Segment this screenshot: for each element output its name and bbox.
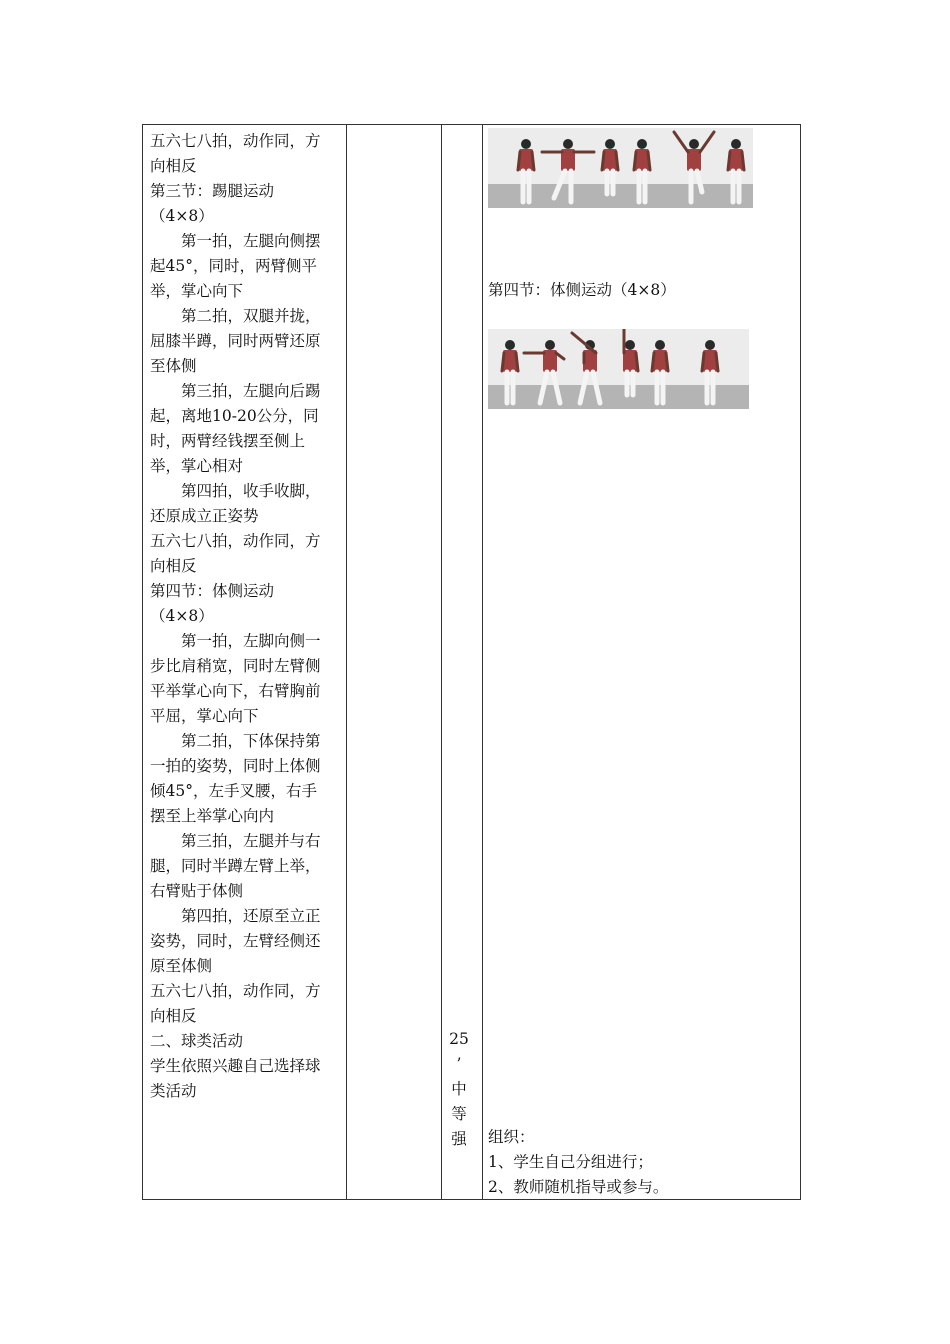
text-line: 向相反 — [150, 1007, 197, 1025]
text-line: 第四节：体侧运动 — [150, 582, 275, 600]
text-line: 步比肩稍宽，同时左臂侧 — [150, 657, 321, 675]
organization-notes — [488, 1125, 800, 1200]
exercise-description-column — [150, 129, 345, 1104]
text-line: 姿势，同时，左臂经侧还 — [150, 932, 321, 950]
text-line: 类活动 — [150, 1082, 197, 1100]
text-line: （4×8） — [150, 607, 214, 625]
time-intensity-line: 强 — [451, 1130, 467, 1148]
text-line: 第二拍，下体保持第 — [181, 732, 321, 750]
text-line: 还原成立正姿势 — [150, 507, 259, 525]
floor — [488, 385, 749, 409]
text-line: 平屈，掌心向下 — [150, 707, 259, 725]
text-line: 第四拍，还原至立正 — [181, 907, 321, 925]
text-line: 举，掌心向下 — [150, 282, 244, 300]
time-intensity-line: 25 — [449, 1030, 469, 1048]
text-line: 平举掌心向下，右臂胸前 — [150, 682, 321, 700]
text-line: 向相反 — [150, 557, 197, 575]
side-bend-exercise-figures — [488, 329, 749, 409]
time-intensity-line: 中 — [451, 1080, 467, 1098]
text-line: 第二拍，双腿并拢， — [181, 307, 321, 325]
column-divider — [346, 125, 347, 1199]
time-intensity-line: 等 — [451, 1105, 467, 1123]
text-line: 五六七八拍，动作同，方 — [150, 532, 321, 550]
org-line: 组织： — [488, 1128, 535, 1146]
org-line: 2、教师随机指导或参与。 — [488, 1178, 669, 1196]
text-line: 第一拍，左腿向侧摆 — [181, 232, 321, 250]
text-line: 至体侧 — [150, 357, 197, 375]
time-intensity-line: ’ — [456, 1055, 462, 1073]
column-divider — [482, 125, 483, 1199]
text-line: 第一拍，左脚向侧一 — [181, 632, 321, 650]
text-line: 时，两臂经钱摆至侧上 — [150, 432, 306, 450]
text-line: 学生依照兴趣自己选择球 — [150, 1057, 321, 1075]
text-line: 右臂贴于体侧 — [150, 882, 244, 900]
text-line: 第四拍，收手收脚， — [181, 482, 321, 500]
text-line: 摆至上举掌心向内 — [150, 807, 275, 825]
text-line: 第三节：踢腿运动 — [150, 182, 275, 200]
lesson-plan-table — [142, 124, 801, 1200]
kick-exercise-figures — [488, 128, 753, 208]
time-intensity-column — [448, 1027, 470, 1152]
text-line: 向相反 — [150, 157, 197, 175]
section4-title: 第四节：体侧运动（4×8） — [488, 281, 676, 299]
text-line: 第三拍，左腿并与右 — [181, 832, 321, 850]
text-line: 倾45°，左手叉腰，右手 — [150, 782, 317, 800]
text-line: 五六七八拍，动作同，方 — [150, 982, 321, 1000]
text-line: 起，离地10-20公分，同 — [150, 407, 319, 425]
text-line: 起45°，同时，两臂侧平 — [150, 257, 317, 275]
text-line: 屈膝半蹲，同时两臂还原 — [150, 332, 321, 350]
org-line: 1、学生自己分组进行； — [488, 1153, 653, 1171]
text-line: （4×8） — [150, 207, 214, 225]
text-line: 举，掌心相对 — [150, 457, 244, 475]
text-line: 原至体侧 — [150, 957, 213, 975]
text-line: 腿，同时半蹲左臂上举， — [150, 857, 321, 875]
text-line: 五六七八拍，动作同，方 — [150, 132, 321, 150]
text-line: 第三拍，左腿向后踢 — [181, 382, 321, 400]
text-line: 二、球类活动 — [150, 1032, 244, 1050]
text-line: 一拍的姿势，同时上体侧 — [150, 757, 321, 775]
column-divider — [441, 125, 442, 1199]
